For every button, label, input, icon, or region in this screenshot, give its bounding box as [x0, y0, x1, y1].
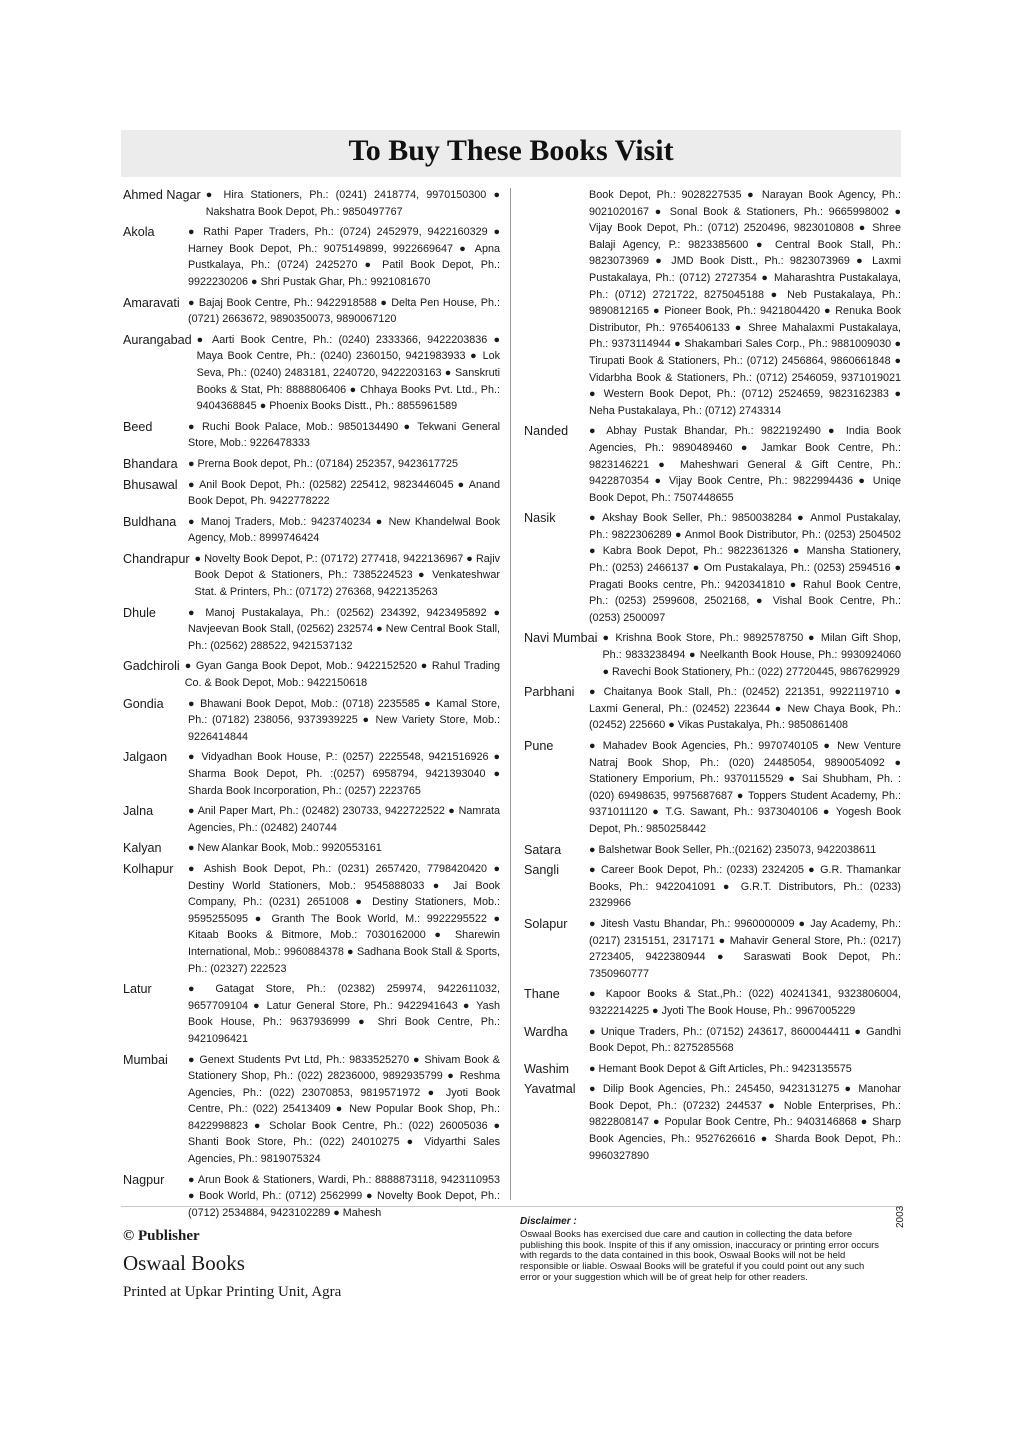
city-entry — [123, 295, 500, 328]
city-entry — [123, 224, 500, 290]
publisher-name: Oswaal Books — [123, 1251, 245, 1275]
store-list: ● Novelty Book Depot, P.: (07172) 277418, 9422136967 ● Rajiv Book Depot & Stationers, Ph.: 7385224523 ● Venkateshwar Stat. & Printers, Ph.: (07172) 276368, 9422135263 — [194, 552, 500, 599]
right-column — [524, 187, 901, 1168]
publisher-label: © Publisher — [123, 1228, 200, 1244]
store-list: ● New Alankar Book, Mob.: 9920553161 — [188, 842, 382, 855]
disclaimer — [520, 1217, 886, 1284]
city-name: Sangli — [524, 863, 560, 878]
print-code: 2003 — [895, 1205, 906, 1228]
city-entry — [123, 1172, 500, 1222]
store-list: ● Manoj Pustakalaya, Ph.: (02562) 234392, 9423495892 ● Navjeevan Book Stall, (02562) 232574 ● New Central Book Stall, Ph.: (02562) 288522, 9421537132 — [188, 606, 500, 652]
city-name: Latur — [123, 982, 152, 997]
store-list: ● Ashish Book Depot, Ph.: (0231) 2657420, 7798420420 ● Destiny World Stationers, Mob.: 9545888033 ● Jai Book Company, Ph.: (0231) 2651008 ● Destiny Stationers, Mob.: 9595255095 ● Granth The Book World, M.: 9922295522 ● Kitaab Books & Bitmore, Mob.: 7030162000 ● Sharewin International, Mob.: 9960884378 ● Sadhana Book Stall & Sports, Ph.: (02327) 222523 — [188, 862, 500, 975]
store-list: ● Aarti Book Centre, Ph.: (0240) 2333366, 9422203836 ● Maya Book Centre, Ph.: (0240) 2360150, 9421983933 ● Lok Seva, Ph.: (0240) 2483181, 2240720, 9422203163 ● Sanskruti Books & Stat, Ph: 8888806406 ● Chhaya Books Pvt. Ltd., Ph.: 9404368845 ● Phoenix Books Distt., Ph.: 8855961589 — [196, 333, 500, 413]
city-entry — [524, 862, 901, 912]
city-name: Nagpur — [123, 1172, 165, 1187]
store-list: ● Anil Book Depot, Ph.: (02582) 225412, 9823446045 ● Anand Book Depot, Ph. 9422778222 — [188, 478, 500, 508]
store-list: ● Bajaj Book Centre, Ph.: 9422918588 ● Delta Pen House, Ph.: (0721) 2663672, 9890350073, 9890067120 — [188, 296, 500, 326]
store-list: ● Ruchi Book Palace, Mob.: 9850134490 ● Tekwani General Store, Mob.: 9226478333 — [188, 420, 500, 450]
printer-line: Printed at Upkar Printing Unit, Agra — [123, 1284, 342, 1300]
store-list: ● Gatagat Store, Ph.: (02382) 259974, 9422611032, 9657709104 ● Latur General Store, Ph.: 9422941643 ● Yash Book House, Ph.: 9637936999 ● Shri Book Centre, Ph.: 9421096421 — [188, 983, 500, 1045]
city-name: Dhule — [123, 605, 156, 620]
store-list: ● Unique Traders, Ph.: (07152) 243617, 8600044411 ● Gandhi Book Depot, Ph.: 8275285568 — [589, 1025, 901, 1055]
city-entry — [123, 1052, 500, 1168]
city-entry — [524, 1081, 901, 1164]
city-name: Kalyan — [123, 841, 162, 856]
city-entry — [123, 456, 500, 473]
city-name: Aurangabad — [123, 332, 192, 347]
city-name: Bhusawal — [123, 477, 178, 492]
store-list: ● Jitesh Vastu Bhandar, Ph.: 9960000009 ● Jay Academy, Ph.: (0217) 2315151, 2317171 ● Mahavir General Store, Ph.: (0217) 2723405, 9422380944 ● Saraswati Book Depot, Ph.: 7350960777 — [589, 917, 901, 980]
footer-divider — [121, 1206, 901, 1207]
store-list: ● Genext Students Pvt Ltd, Ph.: 9833525270 ● Shivam Book & Stationery Shop, Ph.: (022) 28236000, 9892935799 ● Reshma Agencies, Ph.: (022) 23070853, 9819571972 ● Jyoti Book Centre, Ph.: (022) 25413409 ● New Popular Book Shop, Ph.: 8422998823 ● Scholar Book Centre, Ph.: (022) 26005036 ● Shanti Book Store, Ph.: (022) 24010275 ● Vidyarthi Sales Agencies, Ph.: 9819075324 — [188, 1053, 500, 1166]
store-list: ● Chaitanya Book Stall, Ph.: (02452) 221351, 9922119710 ● Laxmi General, Ph.: (02452) 223644 ● New Chaya Book, Ph.:(02452) 225660 ● Vikas Pustakalya, Ph.: 9850861408 — [589, 686, 901, 732]
city-name: Navi Mumbai — [524, 631, 598, 646]
city-name: Gondia — [123, 696, 164, 711]
store-list: ● Manoj Traders, Mob.: 9423740234 ● New Khandelwal Book Agency, Mob.: 8999746424 — [188, 515, 500, 545]
city-entry — [524, 916, 901, 982]
city-name: Wardha — [524, 1024, 568, 1039]
store-list: ● Balshetwar Book Seller, Ph.:(02162) 235073, 9422038611 — [589, 843, 877, 856]
city-name: Beed — [123, 419, 153, 434]
city-name: Mumbai — [123, 1052, 168, 1067]
city-name: Buldhana — [123, 514, 177, 529]
store-list: ● Bhawani Book Depot, Mob.: (0718) 2235585 ● Kamal Store, Ph.: (07182) 238056, 9373939225 ● New Variety Store, Mob.: 9226414844 — [188, 697, 500, 743]
city-name: Amaravati — [123, 295, 180, 310]
city-entry — [123, 332, 500, 415]
city-entry — [524, 842, 901, 859]
city-entry — [123, 981, 500, 1047]
store-list: ● Hira Stationers, Ph.: (0241) 2418774, 9970150300 ● Nakshatra Book Depot, Ph.: 9850497767 — [205, 189, 500, 218]
city-entry — [524, 423, 901, 506]
city-entry — [123, 514, 500, 547]
page-title: To Buy These Books Visit — [348, 134, 674, 167]
city-name: Bhandara — [123, 456, 178, 471]
store-list: ● Dilip Book Agencies, Ph.: 245450, 9423131275 ● Manohar Book Depot, Ph.: (07232) 244537 ● Noble Enterprises, Ph.: 9822808147 ● Popular Book Centre, Ph.: 9403146868 ● Sharp Book Agencies, Ph.: 9527626616 ● Sharda Book Depot, Ph.: 9960327890 — [589, 1083, 901, 1162]
store-list: ● Arun Book & Stationers, Wardi, Ph.: 8888873118, 9423110953 ● Book World, Ph.: (0712) 2562999 ● Novelty Book Depot, Ph.: (0712) 2534884, 9423102289 ● Mahesh — [188, 1173, 500, 1219]
city-entry — [123, 419, 500, 452]
store-list: ● Krishna Book Store, Ph.: 9892578750 ● Milan Gift Shop, Ph.: 9833238494 ● Neelkanth Book House, Ph.: 9930924060 ● Ravechi Book Stationery, Ph.: (022) 27720445, 9867629929 — [602, 632, 901, 678]
city-entry — [524, 1024, 901, 1057]
city-name: Gadchiroli — [123, 659, 180, 674]
city-name: Kolhapur — [123, 861, 174, 876]
city-name: Nanded — [524, 424, 569, 439]
city-entry — [123, 658, 500, 691]
store-list: ● Vidyadhan Book House, P.: (0257) 2225548, 9421516926 ● Sharma Book Depot, Ph. :(0257) 6958794, 9421393040 ● Sharda Book Incorporation, Ph.: (0257) 2223765 — [188, 751, 500, 797]
city-entry — [123, 749, 500, 799]
store-list: ● Prerna Book depot, Ph.: (07184) 252357, 9423617725 — [188, 457, 459, 470]
city-entry — [524, 1061, 901, 1078]
city-name — [524, 187, 589, 419]
disclaimer-title: Disclaimer : — [520, 1216, 577, 1227]
store-list: ● Hemant Book Depot & Gift Articles, Ph.: 9423135575 — [589, 1062, 852, 1075]
city-entry — [123, 187, 500, 220]
city-name: Akola — [123, 225, 155, 240]
city-name: Parbhani — [524, 685, 575, 700]
city-entry — [123, 803, 500, 836]
city-entry — [524, 630, 901, 680]
store-list: ● Gyan Ganga Book Depot, Mob.: 9422152520 ● Rahul Trading Co. & Book Depot, Mob.: 9422150618 — [184, 660, 500, 690]
city-entry — [524, 738, 901, 838]
city-entry — [524, 187, 901, 419]
city-entry — [123, 696, 500, 746]
store-list: ● Mahadev Book Agencies, Ph.: 9970740105 ● New Venture Natraj Book Shop, Ph.: (020) 24485054, 9890054092 ● Stationery Emporium, Ph.: 9370115529 ● Sai Shubham, Ph. : (020) 69498635, 9975687687 ● Toppers Student Academy, Ph.: 9371011120 ● T.G. Sawant, Ph.: 9373040106 ● Yogesh Book Depot, Ph.: 9850258442 — [589, 740, 901, 835]
city-name: Jalgaon — [123, 750, 168, 765]
city-name: Pune — [524, 739, 554, 753]
city-name: Thane — [524, 987, 560, 1002]
city-name: Solapur — [524, 916, 568, 931]
city-entry — [524, 986, 901, 1019]
store-list: ● Abhay Pustak Bhandar, Ph.: 9822192490 ● India Book Agencies, Ph.: 9890489460 ● Jamkar Book Centre, Ph.: 9823146221 ● Maheshwari General & Gift Centre, Ph.: 9422870354 ● Vijay Book Centre, Ph.: 9822994436 ● Uniqe Book Depot, Ph.: 7507448655 — [589, 425, 901, 504]
city-name: Satara — [524, 842, 562, 857]
city-entry — [123, 840, 500, 857]
city-name: Washim — [524, 1061, 570, 1076]
disclaimer-text: Oswaal Books has exercised due care and caution in collecting the data before publishing this book. Inspite of this if any omission, inaccuracy or printing error occurs with regards to the data contained in this book, Oswaal Books will not be held responsible or liable. Oswaal Books will be grateful if you could point out any such error or your suggestion which will be of great help for other readers. — [520, 1228, 880, 1283]
store-list: ● Rathi Paper Traders, Ph.: (0724) 2452979, 9422160329 ● Harney Book Depot, Ph.: 9075149899, 9922669647 ● Apna Pustkalaya, Ph.: (0724) 2425270 ● Patil Book Depot, Ph.: 9922230206 ● Shri Pustak Ghar, Ph.: 9921081670 — [188, 226, 500, 288]
city-name: Jalna — [123, 804, 154, 819]
city-name: Ahmed Nagar — [123, 188, 201, 202]
city-name: Chandrapur — [123, 551, 190, 566]
store-list: ● Kapoor Books & Stat.,Ph.: (022) 40241341, 9323806004, 9322214225 ● Jyoti The Book House, Ph.: 9967005229 — [589, 988, 901, 1017]
heading-banner — [121, 130, 901, 177]
store-list: ● Career Book Depot, Ph.: (0233) 2324205 ● G.R. Thamankar Books, Ph.: 9422041091 ● G.R.T. Distributors, Ph.: (0233) 2329966 — [589, 864, 901, 910]
store-list: ● Anil Paper Mart, Ph.: (02482) 230733, 9422722522 ● Namrata Agencies, Ph.: (02482) 240744 — [188, 805, 500, 834]
city-entry — [524, 684, 901, 734]
store-list: ● Akshay Book Seller, Ph.: 9850038284 ● Anmol Pustakalay, Ph.: 9822306289 ● Anmol Book Distributor, Ph.: (0253) 2504502 ● Kabra Book Depot, Ph.: 9822361326 ● Mansha Stationery, Ph.: (0253) 2466137 ● Om Pustakalaya, Ph.: (0253) 2594516 ● Pragati Books centre, Ph.: 9420341810 ● Rahul Book Centre, Ph.: (0253) 2599608, 2502168, ● Vishal Book Centre, Ph.: (0253) 2500097 — [589, 512, 901, 624]
publisher-block — [123, 1228, 341, 1301]
city-entry — [123, 861, 500, 977]
city-entry — [123, 477, 500, 510]
city-entry — [123, 605, 500, 655]
column-divider — [510, 188, 511, 1200]
city-entry — [524, 510, 901, 626]
city-name: Nasik — [524, 511, 556, 526]
left-column — [123, 187, 500, 1225]
city-name: Yavatmal — [524, 1082, 576, 1097]
city-entry — [123, 551, 500, 601]
store-list: Book Depot, Ph.: 9028227535 ● Narayan Book Agency, Ph.: 9021020167 ● Sonal Book & Stationers, Ph.: 9665998002 ● Vijay Book Depot, Ph.: (0712) 2520496, 9823010808 ● Shree Balaji Agency, P.: 9823385600 ● Central Book Stall, Ph.: 9823073969 ● JMD Book Distt., Ph.: 9823073969 ● Laxmi Pustakalaya, Ph.: (0712) 2727354 ● Maharashtra Pustakalaya, Ph.: (0712) 2721722, 8275045188 ● Neb Pustakalaya, Ph.: 9890812165 ● Pioneer Book, Ph.: 9421804420 ● Renuka Book Distributor, Ph.: 9765406133 ● Shree Mahalaxmi Pustakalaya, Ph.: 9373114944 ● Shakambari Sales Corp., Ph.: 9881009030 ● Tirupati Book & Stationers, Ph.: (0712) 2456864, 9860661848 ● Vidarbha Book & Stationers, Ph.: (0712) 2546059, 9371019021 ● Western Book Depot, Ph.: (0712) 2524659, 9823162383 ● Neha Pustakalaya, Ph.: (0712) 2743314 — [589, 189, 901, 417]
